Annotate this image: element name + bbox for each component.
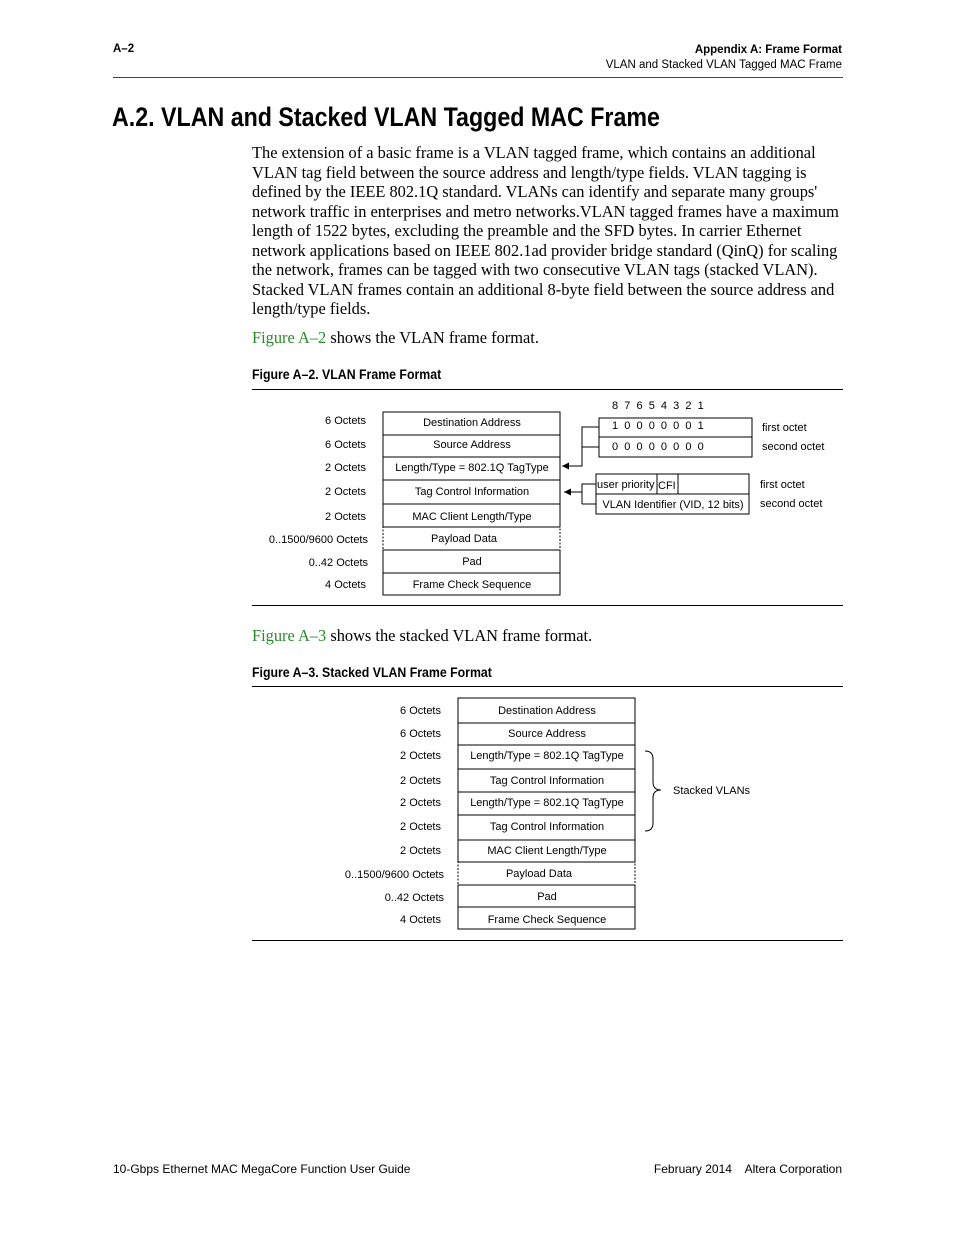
a2-size-3: 2 Octets (325, 486, 366, 498)
a2-tagtype-second-bits: 0 0 0 0 0 0 0 0 (612, 441, 704, 453)
a3-field-8: Pad (537, 891, 557, 903)
a3-size-2: 2 Octets (400, 750, 441, 762)
a3-size-1: 6 Octets (400, 728, 441, 740)
a3-field-4: Length/Type = 802.1Q TagType (470, 797, 624, 809)
a2-tagtype-first-label: first octet (762, 422, 807, 434)
a3-field-5: Tag Control Information (489, 821, 605, 833)
a2-size-7: 4 Octets (325, 579, 366, 591)
a2-tci-first-label: first octet (760, 479, 805, 491)
a2-tci-connector (564, 484, 596, 492)
footer-date-company: February 2014 Altera Corporation (653, 1162, 842, 1176)
a3-size-8: 0..42 Octets (384, 892, 444, 904)
a2-tagtype-first-bits: 1 0 0 0 0 0 0 1 (612, 420, 704, 432)
a3-size-7: 0..1500/9600 Octets (344, 869, 444, 881)
a3-stacked-label: Stacked VLANs (673, 785, 751, 797)
a2-size-6: 0..42 Octets (308, 557, 368, 569)
a2-field-1: Source Address (433, 439, 511, 451)
section-title: A.2. VLAN and Stacked VLAN Tagged MAC Frame (112, 102, 660, 132)
figure-a2-caption: Figure A–2. VLAN Frame Format (252, 366, 442, 382)
a3-size-9: 4 Octets (400, 914, 441, 926)
figure-a3-diagram (252, 692, 843, 937)
figure-a2-ref-text: shows the VLAN frame format. (326, 328, 539, 347)
a3-field-2: Length/Type = 802.1Q TagType (470, 750, 624, 762)
a2-tci-vid: VLAN Identifier (VID, 12 bits) (602, 499, 744, 511)
a3-size-5: 2 Octets (400, 821, 441, 833)
a3-size-6: 2 Octets (400, 845, 441, 857)
a2-field-4: MAC Client Length/Type (412, 511, 532, 523)
a2-tci-user-priority: user priority (597, 479, 655, 491)
a3-field-3: Tag Control Information (489, 775, 605, 787)
figure-a2-diagram (252, 395, 843, 600)
a2-field-3: Tag Control Information (414, 486, 530, 498)
footer-guide-title: 10-Gbps Ethernet MAC MegaCore Function User Guide (113, 1162, 411, 1176)
a3-field-7: Payload Data (505, 868, 573, 880)
a2-field-0: Destination Address (423, 417, 521, 429)
a2-field-5: Payload Data (430, 533, 498, 545)
figure-a3-ref-text: shows the stacked VLAN frame format. (326, 626, 593, 645)
figure-a3-link[interactable]: Figure A–3 (252, 626, 327, 645)
a3-size-4: 2 Octets (400, 797, 441, 809)
a2-size-4: 2 Octets (325, 511, 366, 523)
running-header (606, 43, 842, 73)
a2-field-2: Length/Type = 802.1Q TagType (395, 462, 549, 474)
a2-size-2: 2 Octets (325, 462, 366, 474)
header-rule (113, 77, 843, 78)
a2-size-1: 6 Octets (325, 439, 366, 451)
a2-tci-second-label: second octet (760, 498, 823, 510)
a3-field-9: Frame Check Sequence (487, 914, 607, 926)
a3-field-0: Destination Address (498, 705, 596, 717)
figure-a3-top-rule (252, 686, 843, 687)
a2-tci-cfi: CFI (658, 480, 676, 492)
a2-size-5: 0..1500/9600 Octets (268, 534, 368, 546)
figure-a3-bottom-rule (252, 940, 843, 941)
figure-a2-bottom-rule (252, 605, 843, 606)
figure-a2-top-rule (252, 389, 843, 390)
page-number: A–2 (113, 43, 135, 55)
a2-field-6: Pad (462, 556, 482, 568)
a3-field-1: Source Address (508, 728, 586, 740)
figure-a2-link[interactable]: Figure A–2 (252, 328, 327, 347)
a2-bit-positions: 8 7 6 5 4 3 2 1 (612, 400, 704, 412)
a3-size-3: 2 Octets (400, 775, 441, 787)
a3-field-6: MAC Client Length/Type (487, 845, 607, 857)
figure-a3-reference (252, 626, 592, 646)
a2-tagtype-second-label: second octet (762, 441, 825, 453)
figure-a2-reference (252, 328, 539, 348)
body-paragraph: The extension of a basic frame is a VLAN tagged frame, which contains an additional VLAN tag field between the source address and length/type fields. VLAN tagging is defined by the IEEE 802.1Q standard. VLANs can identify and separate many groups' network traffic in enterprises and metro networks.VLAN tagged frames have a maximum length of 1522 bytes, excluding the preamble and the SFD bytes. In carrier Ethernet network applications based on IEEE 802.1ad provider bridge standard (QinQ) for scaling the network, frames can be tagged with two consecutive VLAN tags (stacked VLAN). Stacked VLAN frames contain an additional 8-byte field between the source address and length/type fields. (252, 143, 839, 318)
stacked-vlans-brace (645, 751, 661, 831)
running-header-section: VLAN and Stacked VLAN Tagged MAC Frame (605, 59, 842, 71)
a2-size-0: 6 Octets (325, 415, 366, 427)
running-header-chapter: Appendix A: Frame Format (694, 44, 842, 56)
a2-field-7: Frame Check Sequence (412, 579, 532, 591)
figure-a3-caption: Figure A–3. Stacked VLAN Frame Format (252, 664, 492, 680)
a3-size-0: 6 Octets (400, 705, 441, 717)
